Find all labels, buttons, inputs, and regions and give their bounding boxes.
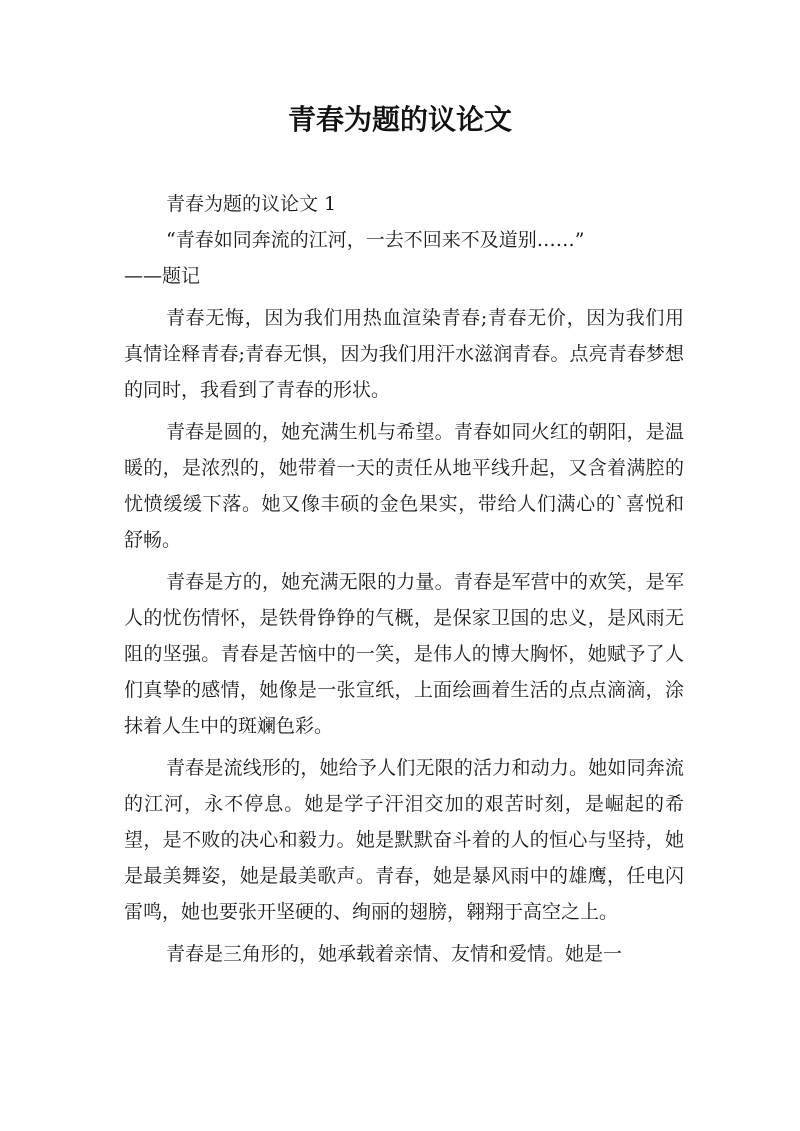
paragraph: 青春是流线形的，她给予人们无限的活力和动力。她如同奔流的江河，永不停息。她是学子汗泪交加的艰苦时刻，是崛起的希望，是不败的决心和毅力。她是默默奋斗着的人的恒心与坚持，她是最美舞姿，她是最美歌声。青春，她是暴风雨中的雄鹰，任电闪雷鸣，她也要张开坚硬的、绚丽的翅膀，翱翔于高空之上。 (124, 757, 684, 923)
paragraph: 青春是方的，她充满无限的力量。青春是军营中的欢笑，是军人的忧伤情怀，是铁骨铮铮的气概，是保家卫国的忠义，是风雨无阻的坚强。青春是苦恼中的一笑，是伟人的博大胸怀，她赋予了人们真挚的感情，她像是一张宣纸，上面绘画着生活的点点滴滴，涂抹着人生中的斑斓色彩。 (124, 571, 684, 737)
epigraph: “青春如同奔流的江河，一去不回来不及道别……” (166, 229, 585, 251)
paragraph: 青春是圆的，她充满生机与希望。青春如同火红的朝阳，是温暖的，是浓烈的，她带着一天的责任从地平线升起，又含着满腔的忧愤缓缓下落。她又像丰硕的金色果实，带给人们满心的`喜悦和舒畅。 (124, 421, 684, 551)
epigraph-source: ——题记 (124, 265, 201, 287)
paragraph: 青春无悔，因为我们用热血渲染青春;青春无价，因为我们用真情诠释青春;青春无惧，因为我们用汗水滋润青春。点亮青春梦想的同时，我看到了青春的形状。 (124, 307, 684, 401)
document-body (124, 186, 684, 972)
document-title: 青春为题的议论文 (287, 103, 512, 136)
paragraph: 青春是三角形的，她承载着亲情、友情和爱情。她是一 (166, 943, 623, 965)
document-subtitle: 青春为题的议论文 1 (166, 193, 337, 215)
